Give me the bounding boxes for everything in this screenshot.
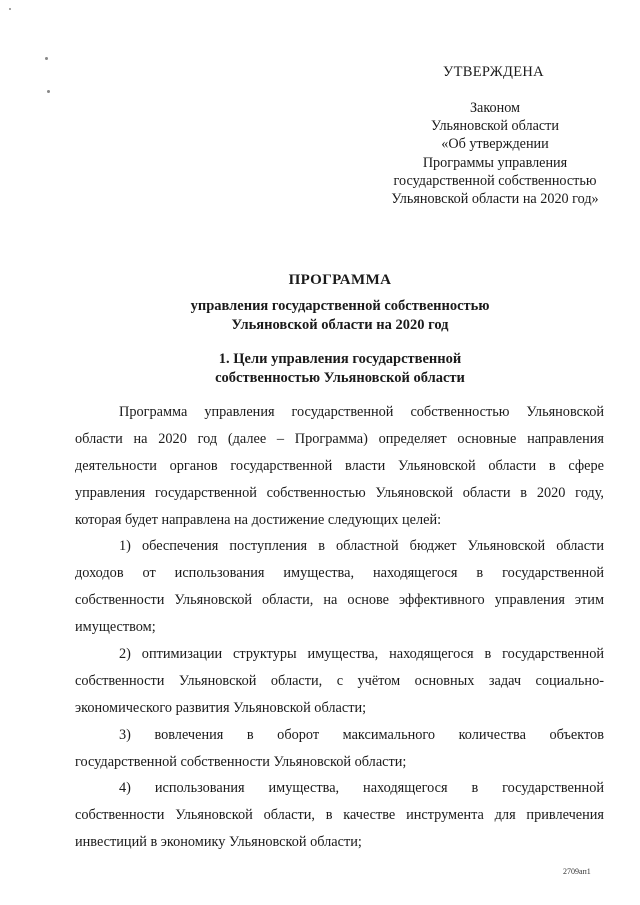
paragraph-line: области на 2020 год (далее – Программа) определяет основные направления: [75, 430, 604, 447]
section-heading: [0, 350, 640, 388]
approval-line: Ульяновской области: [431, 118, 559, 135]
document-number: 2709ап1: [563, 867, 591, 876]
program-subtitle-line: управления государственной собственностью: [190, 298, 490, 314]
list-item-line: экономического развития Ульяновской области;: [75, 699, 367, 716]
approval-block: [360, 99, 630, 208]
body-text: [75, 399, 604, 856]
scan-speck: [45, 57, 48, 60]
scan-speck: [9, 8, 11, 10]
approval-line: государственной собственностью: [393, 172, 597, 189]
list-item-line: собственности Ульяновской области, с учётом основных задач социально-: [75, 672, 604, 689]
paragraph-line: которая будет направлена на достижение следующих целей:: [75, 511, 442, 528]
paragraph-line: деятельности органов государственной власти Ульяновской области в сфере: [75, 457, 604, 474]
program-title: ПРОГРАММА: [288, 272, 392, 288]
list-item-line: государственной собственности Ульяновской области;: [75, 753, 407, 770]
approval-title: УТВЕРЖДЕНА: [443, 64, 544, 80]
section-heading-line: собственностью Ульяновской области: [215, 370, 465, 386]
section-heading-line: 1. Цели управления государственной: [218, 351, 462, 367]
program-subtitle: [0, 297, 640, 335]
list-item-line: собственности Ульяновской области, в качестве инструмента для привлечения: [75, 807, 604, 824]
approval-line: Ульяновской области на 2020 год»: [391, 191, 599, 208]
list-item-line: 2) оптимизации структуры имущества, находящегося в государственной: [119, 646, 604, 663]
list-item-line: 3) вовлечения в оборот максимального количества объектов: [119, 726, 604, 743]
program-subtitle-line: Ульяновской области на 2020 год: [231, 317, 449, 333]
list-item-line: доходов от использования имущества, находящегося в государственной: [75, 565, 604, 582]
list-item-line: инвестиций в экономику Ульяновской области;: [75, 834, 362, 851]
list-item-line: 1) обеспечения поступления в областной бюджет Ульяновской области: [119, 538, 604, 555]
approval-line: «Об утверждении: [441, 136, 549, 153]
list-item-line: 4) использования имущества, находящегося в государственной: [119, 780, 604, 797]
paragraph-line: управления государственной собственностью Ульяновской области в 2020 году,: [75, 484, 604, 501]
paragraph-line: Программа управления государственной собственностью Ульяновской: [119, 404, 604, 420]
approval-line: Программы управления: [422, 154, 568, 171]
scan-speck: [47, 90, 50, 93]
list-item-line: собственности Ульяновской области, на основе эффективного управления этим: [75, 592, 604, 609]
list-item-line: имуществом;: [75, 619, 156, 636]
approval-line: Законом: [469, 100, 521, 116]
